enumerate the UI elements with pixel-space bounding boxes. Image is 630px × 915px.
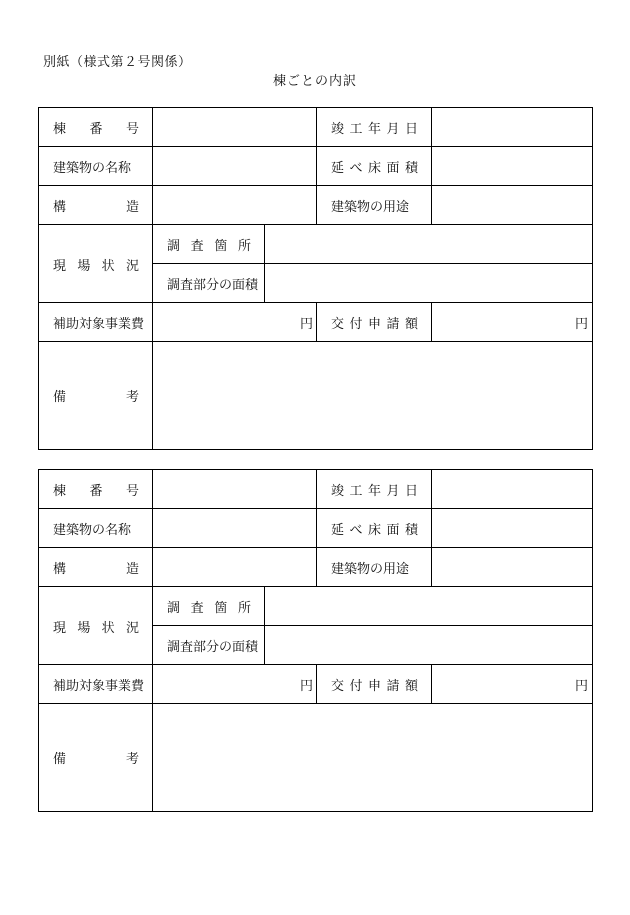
annex-label: 別紙（様式第２号関係）	[43, 55, 192, 70]
completion-date-field[interactable]	[432, 108, 592, 147]
label-remarks-char: 考	[125, 752, 139, 767]
label-survey-location-char: 所	[237, 601, 251, 616]
building-use-field[interactable]	[432, 548, 592, 587]
survey-area-field[interactable]	[265, 626, 592, 665]
subsidy-cost-yen-unit: 円	[299, 317, 313, 332]
label-completion-date	[317, 470, 432, 509]
label-survey-location-char: 所	[237, 239, 251, 254]
label-site-status	[39, 587, 153, 665]
label-site-status-char: 況	[125, 258, 139, 274]
label-survey-location	[153, 225, 265, 264]
label-site-status-char: 状	[101, 620, 115, 636]
label-total-floor-area-char: 床	[367, 161, 381, 176]
label-completion-date-char: 工	[349, 122, 363, 137]
label-building-number-char: 番	[89, 484, 103, 499]
label-remarks	[39, 704, 153, 811]
label-completion-date-char: 工	[349, 484, 363, 499]
label-remarks-char: 考	[125, 390, 139, 405]
survey-area-field[interactable]	[265, 264, 592, 303]
label-total-floor-area-char: 面	[386, 161, 400, 176]
label-building-number-char: 号	[125, 122, 139, 137]
survey-location-field[interactable]	[265, 587, 592, 626]
survey-location-field[interactable]	[265, 225, 592, 264]
total-floor-area-field[interactable]	[432, 509, 592, 548]
building-number-field[interactable]	[153, 470, 317, 509]
label-building-use: 建築物の用途	[331, 200, 410, 215]
label-total-floor-area-char: 面	[386, 523, 400, 538]
remarks-field[interactable]	[153, 704, 592, 811]
label-survey-area: 調査部分の面積	[167, 278, 259, 293]
label-total-floor-area-char: 延	[331, 161, 345, 176]
label-completion-date-char: 日	[404, 122, 418, 137]
label-completion-date-char: 竣	[331, 122, 345, 137]
label-total-floor-area-char: 床	[367, 523, 381, 538]
label-survey-location-char: 査	[190, 601, 204, 616]
building-breakdown-table	[38, 469, 593, 812]
label-survey-area: 調査部分の面積	[167, 640, 259, 655]
label-grant-amount-char: 額	[404, 679, 418, 694]
label-site-status-char: 場	[77, 620, 91, 636]
label-building-number	[39, 108, 153, 147]
label-building-name: 建築物の名称	[53, 523, 132, 538]
building-use-field[interactable]	[432, 186, 592, 225]
label-site-status-char: 現	[53, 620, 67, 636]
completion-date-field[interactable]	[432, 470, 592, 509]
label-structure-char: 造	[125, 200, 139, 215]
total-floor-area-field[interactable]	[432, 147, 592, 186]
label-subsidy-cost: 補助対象事業費	[53, 317, 145, 332]
label-site-status-char: 状	[101, 258, 115, 274]
label-building-number-char: 棟	[53, 122, 67, 137]
label-total-floor-area-char: べ	[349, 523, 363, 538]
label-building-use: 建築物の用途	[331, 562, 410, 577]
label-subsidy-cost: 補助対象事業費	[53, 679, 145, 694]
label-grant-amount	[317, 303, 432, 342]
label-structure	[39, 548, 153, 587]
label-completion-date-char: 月	[386, 122, 400, 137]
building-number-field[interactable]	[153, 108, 317, 147]
label-site-status-char: 現	[53, 258, 67, 274]
label-completion-date-char: 年	[367, 122, 381, 137]
label-grant-amount-char: 交	[331, 317, 345, 332]
building-name-field[interactable]	[153, 147, 317, 186]
label-total-floor-area-char: 延	[331, 523, 345, 538]
label-total-floor-area-char: 積	[404, 523, 418, 538]
label-survey-location-char: 箇	[214, 239, 228, 254]
label-completion-date-char: 竣	[331, 484, 345, 499]
page-title: 棟ごとの内訳	[272, 74, 357, 89]
building-name-field[interactable]	[153, 509, 317, 548]
label-survey-location-char: 査	[190, 239, 204, 254]
label-structure-char: 構	[53, 562, 67, 577]
label-site-status-char: 場	[77, 258, 91, 274]
subsidy-cost-yen-unit: 円	[299, 679, 313, 694]
grant-amount-yen-unit: 円	[574, 679, 588, 694]
building-breakdown-table	[38, 107, 593, 450]
label-remarks	[39, 342, 153, 449]
label-survey-location-char: 調	[167, 239, 181, 254]
label-building-number-char: 棟	[53, 484, 67, 499]
structure-field[interactable]	[153, 186, 317, 225]
label-grant-amount-char: 請	[386, 679, 400, 694]
label-site-status	[39, 225, 153, 303]
label-building-number-char: 号	[125, 484, 139, 499]
label-grant-amount-char: 付	[349, 679, 363, 694]
grant-amount-yen-unit: 円	[574, 317, 588, 332]
label-grant-amount-char: 申	[367, 679, 381, 694]
label-total-floor-area-char: べ	[349, 161, 363, 176]
label-grant-amount-char: 付	[349, 317, 363, 332]
label-survey-location-char: 箇	[214, 601, 228, 616]
label-remarks-char: 備	[53, 390, 67, 405]
label-survey-location	[153, 587, 265, 626]
remarks-field[interactable]	[153, 342, 592, 449]
label-completion-date	[317, 108, 432, 147]
label-grant-amount	[317, 665, 432, 704]
label-building-number	[39, 470, 153, 509]
label-building-name: 建築物の名称	[53, 161, 132, 176]
label-total-floor-area	[317, 147, 432, 186]
label-survey-location-char: 調	[167, 601, 181, 616]
label-total-floor-area	[317, 509, 432, 548]
label-structure	[39, 186, 153, 225]
label-grant-amount-char: 請	[386, 317, 400, 332]
label-total-floor-area-char: 積	[404, 161, 418, 176]
label-grant-amount-char: 額	[404, 317, 418, 332]
label-grant-amount-char: 交	[331, 679, 345, 694]
label-completion-date-char: 年	[367, 484, 381, 499]
structure-field[interactable]	[153, 548, 317, 587]
label-grant-amount-char: 申	[367, 317, 381, 332]
label-structure-char: 構	[53, 200, 67, 215]
label-building-number-char: 番	[89, 122, 103, 137]
label-site-status-char: 況	[125, 620, 139, 636]
label-completion-date-char: 月	[386, 484, 400, 499]
label-completion-date-char: 日	[404, 484, 418, 499]
label-structure-char: 造	[125, 562, 139, 577]
label-remarks-char: 備	[53, 752, 67, 767]
